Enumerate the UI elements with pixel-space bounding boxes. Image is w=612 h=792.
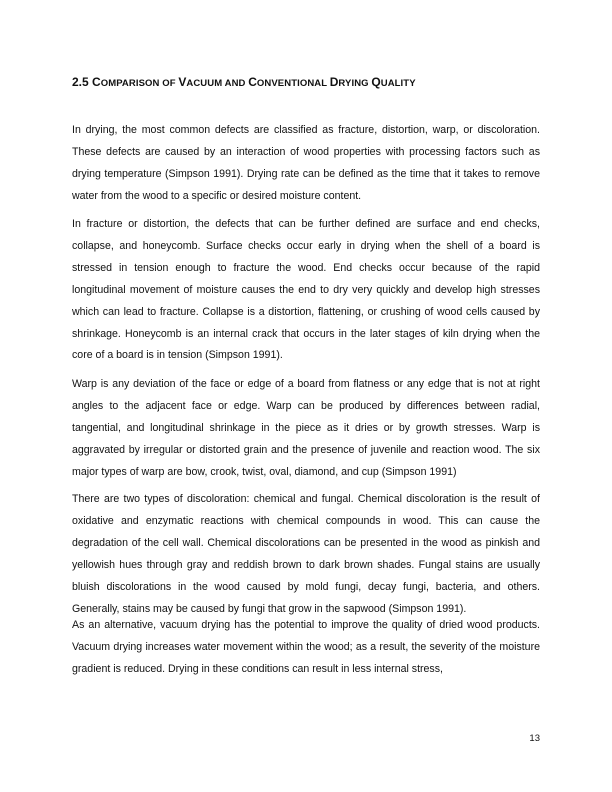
paragraph-warp: Warp is any deviation of the face or edge of a board from flatness or any edge that is not at right angles to the adjacent face or edge. Warp can be produced by differences between radial, tangential, and longitudinal shrinkage in the piece as it dries or by growth stresses. Warp is aggravated by irregular or distorted grain and the presence of juvenile and reaction wood. The six major types of warp are bow, crook, twist, oval, diamond, and cup (Simpson 1991) bbox=[72, 378, 540, 478]
heading-word: ONVENTIONAL bbox=[256, 78, 330, 89]
heading-initial: C bbox=[248, 75, 257, 89]
heading-word: OMPARISON OF bbox=[100, 78, 179, 89]
paragraph-defects-intro: In drying, the most common defects are classified as fracture, distortion, warp, or discoloration. These defects are caused by an interaction of wood properties with processing factors such as drying temperature (Simpson 1991). Drying rate can be defined as the time that it takes to remove water from the wood to a specific or desired moisture content. bbox=[72, 124, 540, 202]
heading-word: ACUUM AND bbox=[186, 78, 249, 89]
paragraph-discoloration: There are two types of discoloration: chemical and fungal. Chemical discoloration is the result of oxidative and enzymatic reactions with chemical compounds in wood. This can cause the degradation of the cell wall. Chemical discolorations can be presented in the wood as pinkish and yellowish hues through gray and reddish brown to dark brown shades. Fungal stains are usually bluish discolorations in the wood caused by mold fungi, decay fungi, bacteria, and others. Generally, stains may be caused by fungi that grow in the sapwood (Simpson 1991). bbox=[72, 493, 540, 615]
heading-word: RYING bbox=[338, 78, 372, 89]
heading-initial: Q bbox=[371, 75, 381, 89]
paragraph-fracture-distortion: In fracture or distortion, the defects that can be further defined are surface and end checks, collapse, and honeycomb. Surface checks occur early in drying when the shell of a board is stressed in tension enough to fracture the wood. End checks occur because of the rapid longitudinal movement of moisture causes the end to dry very quickly and develop high stresses which can lead to fracture. Collapse is a distortion, flattening, or crushing of wood cells caused by shrinkage. Honeycomb is an internal crack that occurs in the later stages of kiln drying when the core of a board is in tension (Simpson 1991). bbox=[72, 218, 540, 362]
heading-initial: D bbox=[329, 75, 339, 89]
section-number: 2.5 bbox=[72, 75, 89, 89]
paragraph-vacuum-drying: As an alternative, vacuum drying has the potential to improve the quality of dried wood products. Vacuum drying increases water movement within the wood; as a result, the severity of the moisture gradient is reduced. Drying in these conditions can result in less internal stress, bbox=[72, 619, 540, 675]
heading-initial: C bbox=[92, 75, 101, 89]
heading-initial: V bbox=[178, 75, 187, 89]
page-number: 13 bbox=[529, 733, 540, 744]
section-heading bbox=[72, 74, 540, 92]
heading-word: UALITY bbox=[380, 78, 416, 89]
